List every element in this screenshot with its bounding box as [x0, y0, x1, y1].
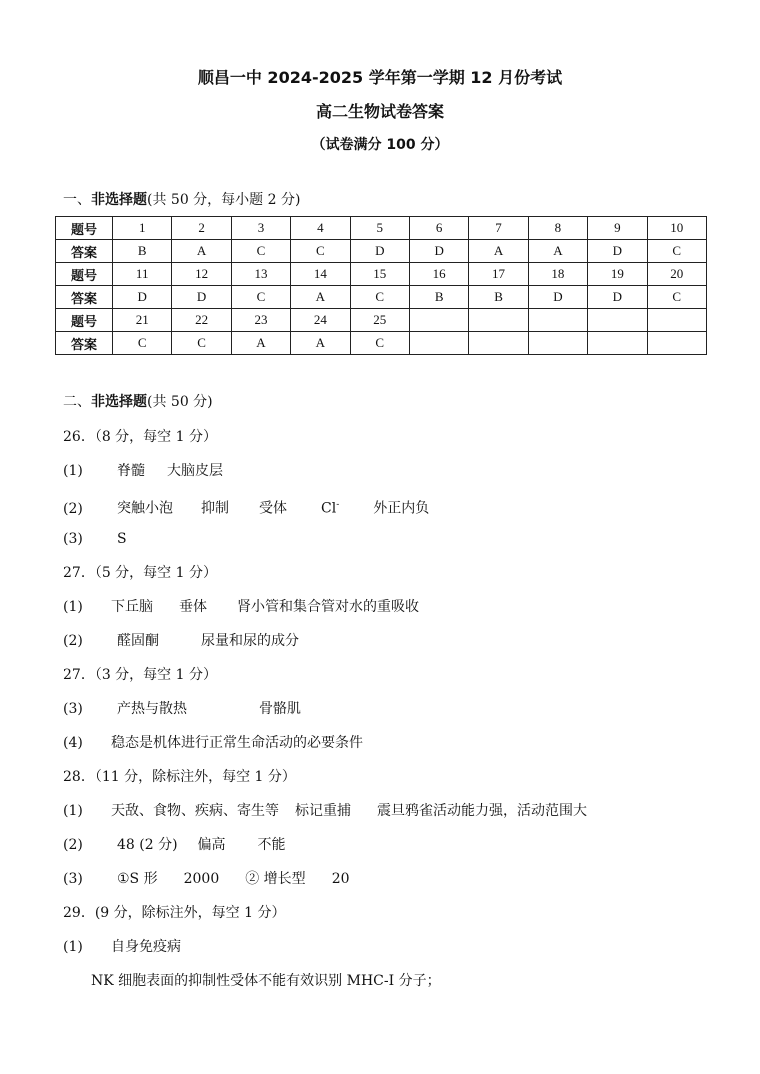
answer-row	[56, 286, 707, 309]
document-header	[0, 66, 760, 156]
answer-text: S	[117, 531, 127, 547]
answer-cell: D	[113, 286, 172, 309]
answer-text: 大脑皮层	[167, 463, 223, 479]
answer-text: 不能	[257, 837, 286, 853]
question-number-cell: 7	[469, 217, 528, 240]
question-number-cell	[647, 309, 706, 332]
question-heading	[63, 561, 723, 595]
question-number-cell	[409, 309, 468, 332]
answer-header: 答案	[56, 240, 113, 263]
answer-line	[63, 969, 723, 1003]
sub-question-number: (1)	[63, 463, 83, 479]
question-heading-text: 26．（8 分，每空 1 分）	[63, 429, 217, 445]
question-number-header: 题号	[56, 309, 113, 332]
answer-text: Cl	[321, 500, 337, 517]
answer-cell: C	[231, 286, 290, 309]
section1-heading	[63, 190, 300, 210]
question-number-cell: 1	[113, 217, 172, 240]
question-number-cell: 21	[113, 309, 172, 332]
question-number-row	[56, 217, 707, 240]
answer-text: ② 增长型	[245, 871, 306, 887]
sub-question-number: (1)	[63, 939, 83, 955]
answer-text: 骨骼肌	[259, 701, 301, 717]
question-number-cell: 23	[231, 309, 290, 332]
answer-text: 震旦鸦雀活动能力强，活动范围大	[377, 803, 587, 819]
answer-cell	[469, 332, 528, 355]
answer-text: 自身免疫病	[111, 939, 181, 955]
question-number-cell: 3	[231, 217, 290, 240]
answer-text: 48 (2 分)	[117, 837, 178, 853]
question-heading	[63, 425, 723, 459]
sub-question-number: (3)	[63, 871, 83, 887]
answer-text: 标记重捕	[295, 803, 351, 819]
question-number-cell: 15	[350, 263, 409, 286]
answer-cell: A	[231, 332, 290, 355]
answer-text: 下丘脑	[111, 599, 153, 615]
answer-line	[63, 799, 723, 833]
question-number-cell: 4	[291, 217, 350, 240]
sub-question-number: (1)	[63, 803, 83, 819]
answer-text: 垂体	[179, 599, 207, 615]
section2	[63, 390, 723, 1003]
sub-question-number: (2)	[63, 500, 83, 517]
answer-text: 产热与散热	[117, 701, 187, 717]
sub-question-number: (2)	[63, 837, 83, 853]
question-number-cell: 6	[409, 217, 468, 240]
answer-text: 醛固酮	[117, 633, 159, 649]
section2-heading	[63, 390, 723, 425]
answer-text: 偏高	[197, 837, 226, 853]
question-number-header: 题号	[56, 263, 113, 286]
answer-cell	[588, 332, 647, 355]
answer-cell: D	[409, 240, 468, 263]
question-number-cell: 11	[113, 263, 172, 286]
answer-line	[63, 493, 723, 527]
answer-cell: B	[469, 286, 528, 309]
answer-line	[63, 595, 723, 629]
answer-line	[63, 697, 723, 731]
question-number-cell: 24	[291, 309, 350, 332]
question-number-row	[56, 263, 707, 286]
sub-question-number: (3)	[63, 701, 83, 717]
question-number-cell: 20	[647, 263, 706, 286]
answer-row	[56, 332, 707, 355]
answer-cell: D	[528, 286, 587, 309]
answer-text: 突触小泡	[117, 500, 173, 517]
question-number-cell: 12	[172, 263, 231, 286]
sub-question-number: (1)	[63, 599, 83, 615]
answer-text: 抑制	[201, 500, 229, 517]
question-number-cell: 16	[409, 263, 468, 286]
question-number-cell: 14	[291, 263, 350, 286]
answer-cell: A	[528, 240, 587, 263]
question-heading-text: 29．(9 分，除标注外，每空 1 分）	[63, 905, 286, 921]
answer-cell: C	[647, 240, 706, 263]
answer-cell: D	[350, 240, 409, 263]
answer-cell	[528, 332, 587, 355]
answer-text: 2000	[183, 871, 220, 887]
answer-cell: C	[647, 286, 706, 309]
answer-line	[63, 629, 723, 663]
section2-scoring: (共 50 分)	[147, 394, 213, 410]
answer-text: 外正内负	[373, 500, 430, 517]
exam-subtitle: 高二生物试卷答案	[315, 102, 444, 121]
answer-text: ①S 形	[117, 871, 158, 887]
answer-cell: C	[113, 332, 172, 355]
answer-cell: C	[350, 332, 409, 355]
answer-header: 答案	[56, 332, 113, 355]
question-number-cell	[469, 309, 528, 332]
question-heading	[63, 765, 723, 799]
sub-question-number: (2)	[63, 633, 83, 649]
answer-text: 稳态是机体进行正常生命活动的必要条件	[111, 735, 363, 751]
answer-text: NK 细胞表面的抑制性受体不能有效识别 MHC-I 分子；	[91, 973, 441, 989]
answer-cell: A	[469, 240, 528, 263]
question-number-cell: 25	[350, 309, 409, 332]
question-number-cell: 9	[588, 217, 647, 240]
section1-label: 非选择题	[91, 192, 147, 208]
answer-line	[63, 459, 723, 493]
answer-cell	[647, 332, 706, 355]
answer-table	[55, 216, 707, 355]
question-number-cell: 19	[588, 263, 647, 286]
section2-label: 非选择题	[91, 394, 147, 410]
answer-cell: B	[409, 286, 468, 309]
answer-text: 天敌、食物、疾病、寄生等	[111, 803, 279, 819]
answer-cell: C	[172, 332, 231, 355]
section1-scoring: (共 50 分，每小题 2 分)	[147, 192, 301, 208]
answer-cell: C	[291, 240, 350, 263]
question-number-cell: 8	[528, 217, 587, 240]
answer-line	[63, 833, 723, 867]
question-number-cell: 13	[231, 263, 290, 286]
answer-cell: D	[588, 240, 647, 263]
answer-text: 肾小管和集合管对水的重吸收	[237, 599, 419, 615]
question-number-cell	[528, 309, 587, 332]
question-number-cell: 10	[647, 217, 706, 240]
question-number-row	[56, 309, 707, 332]
exam-title: 顺昌一中 2024-2025 学年第一学期 12 月份考试	[197, 68, 563, 87]
answer-cell: A	[291, 332, 350, 355]
question-heading	[63, 901, 723, 935]
question-heading-text: 27．（3 分，每空 1 分）	[63, 667, 217, 683]
answer-cell: D	[172, 286, 231, 309]
question-number-cell: 2	[172, 217, 231, 240]
full-score-note: （试卷满分 100 分）	[311, 137, 449, 153]
question-number-header: 题号	[56, 217, 113, 240]
answer-text: 脊髓	[117, 463, 145, 479]
question-heading-text: 28．（11 分，除标注外，每空 1 分）	[63, 769, 296, 785]
answer-cell: A	[172, 240, 231, 263]
answer-line	[63, 731, 723, 765]
answer-text: 尿量和尿的成分	[201, 633, 299, 649]
sub-question-number: (3)	[63, 531, 83, 547]
answer-text: 受体	[259, 500, 287, 517]
answer-row	[56, 240, 707, 263]
answer-cell: B	[113, 240, 172, 263]
question-number-cell: 18	[528, 263, 587, 286]
answer-cell	[409, 332, 468, 355]
answer-header: 答案	[56, 286, 113, 309]
question-heading	[63, 663, 723, 697]
section2-number: 二、	[63, 394, 91, 410]
answer-cell: C	[231, 240, 290, 263]
answer-cell: C	[350, 286, 409, 309]
answer-line	[63, 935, 723, 969]
chloride-charge: -	[336, 500, 340, 510]
answer-cell: A	[291, 286, 350, 309]
sub-question-number: (4)	[63, 735, 83, 751]
answer-cell: D	[588, 286, 647, 309]
section1-number: 一、	[63, 192, 91, 208]
question-number-cell: 22	[172, 309, 231, 332]
question-heading-text: 27．（5 分，每空 1 分）	[63, 565, 217, 581]
question-number-cell: 17	[469, 263, 528, 286]
answer-line	[63, 527, 723, 561]
answer-text: 20	[331, 871, 350, 887]
question-number-cell: 5	[350, 217, 409, 240]
answer-line	[63, 867, 723, 901]
question-number-cell	[588, 309, 647, 332]
